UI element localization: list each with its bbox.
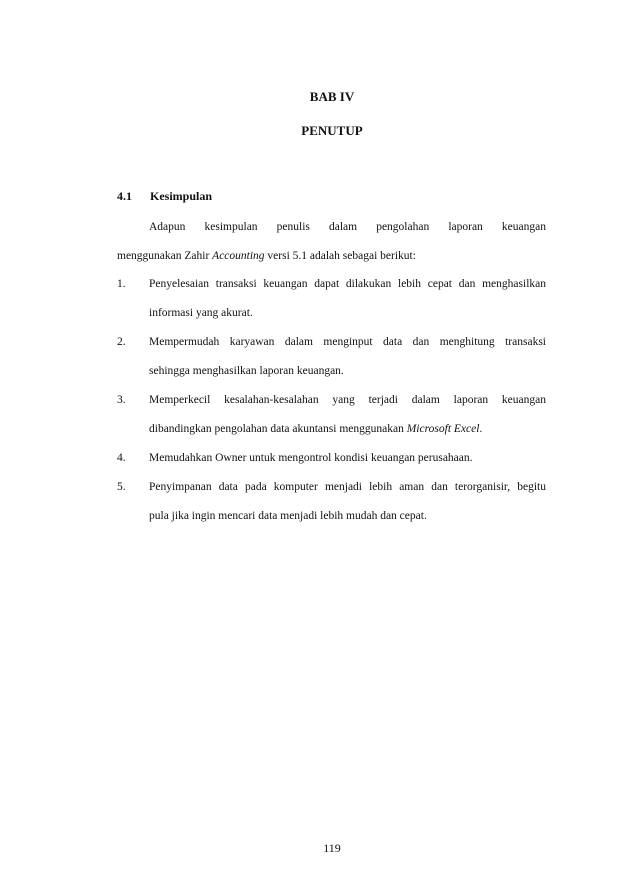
list-item-line: pula jika ingin mencari data menjadi lebih mudah dan cepat.: [149, 510, 427, 522]
list-item-line: Penyimpanan data pada komputer menjadi lebih aman dan terorganisir, begitu: [149, 481, 546, 493]
list-item-line: Memperkecil kesalahan-kesalahan yang terjadi dalam laporan keuangan: [149, 394, 546, 406]
list-item-line: sehingga menghasilkan laporan keuangan.: [149, 365, 344, 377]
section-number: 4.1: [117, 189, 132, 203]
list-item-line: Memudahkan Owner untuk mengontrol kondisi keuangan perusahaan.: [149, 452, 473, 464]
list-item-number: 4.: [117, 452, 126, 464]
list-item-italic: Microsoft Excel: [406, 423, 480, 435]
intro-line-1: Adapun kesimpulan penulis dalam pengolahan laporan keuangan: [149, 221, 546, 233]
section-title: Kesimpulan: [150, 189, 213, 203]
intro-line-2-text: menggunakan Zahir: [117, 250, 213, 262]
list-item-line: Penyelesaian transaksi keuangan dapat dilakukan lebih cepat dan menghasilkan: [149, 278, 546, 290]
intro-line-2: [117, 248, 416, 264]
list-item-number: 3.: [117, 394, 126, 406]
chapter-title: PENUTUP: [301, 123, 363, 138]
chapter-number: BAB IV: [309, 89, 355, 104]
list-item-text: dibandingkan pengolahan data akuntansi menggunakan: [149, 423, 407, 435]
list-item-number: 5.: [117, 481, 126, 493]
intro-line-2-italic: Accounting: [212, 250, 265, 262]
section-heading: [117, 189, 212, 204]
list-item-number: 1.: [117, 278, 126, 290]
intro-line-2-tail: versi 5.1 adalah sebagai berikut:: [264, 250, 416, 262]
list-item-tail: .: [479, 423, 483, 435]
page-number: 119: [323, 841, 341, 855]
list-item-number: 2.: [117, 336, 126, 348]
list-item-line: informasi yang akurat.: [149, 307, 253, 319]
list-item-line: [149, 421, 546, 437]
list-item-line: Mempermudah karyawan dalam menginput data dan menghitung transaksi: [149, 336, 546, 348]
